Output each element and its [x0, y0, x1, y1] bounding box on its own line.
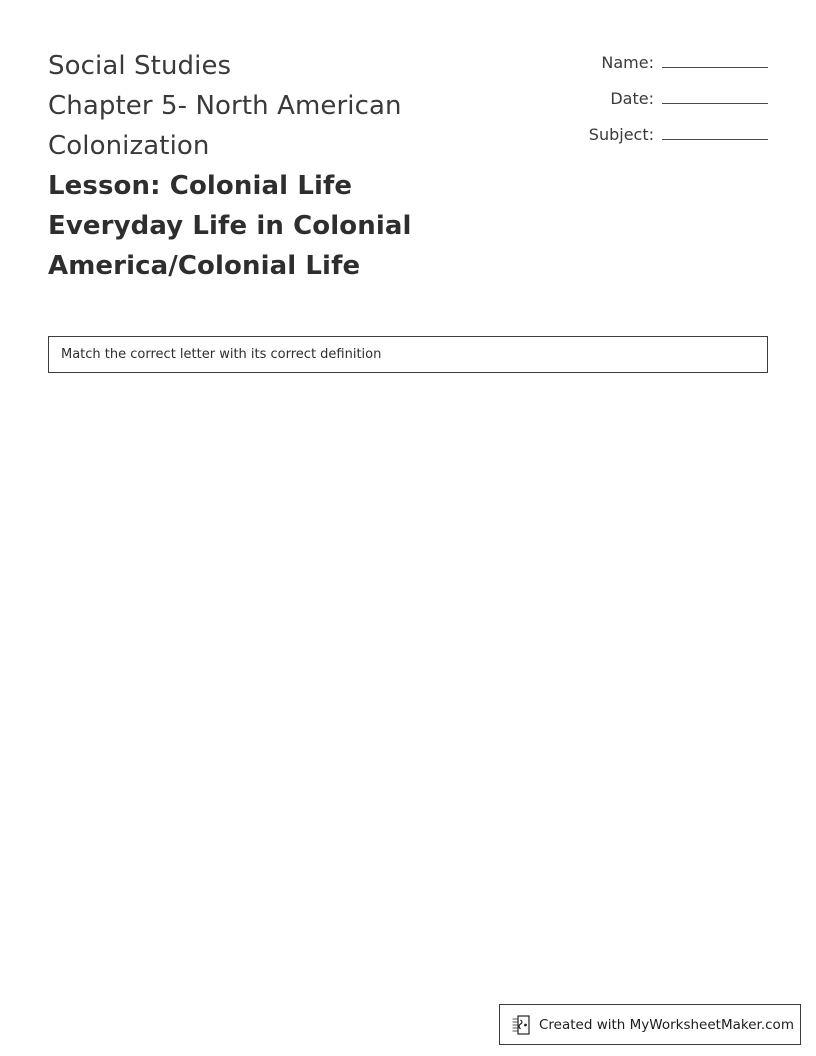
title-line-1: Social Studies	[48, 51, 232, 81]
name-label: Name:	[601, 53, 654, 72]
title-line-5: Everyday Life in Colonial	[48, 211, 412, 241]
date-input-line[interactable]	[662, 86, 768, 104]
subject-input-line[interactable]	[662, 122, 768, 140]
instruction-text: Match the correct letter with its correct definition	[61, 347, 382, 362]
created-with-badge[interactable]	[499, 1004, 801, 1045]
subject-label: Subject:	[588, 125, 654, 144]
date-row	[508, 86, 768, 108]
name-input-line[interactable]	[662, 50, 768, 68]
created-with-text: Created with MyWorksheetMaker.com	[539, 1016, 794, 1033]
name-row	[508, 50, 768, 72]
instruction-box	[48, 336, 768, 373]
title-line-4: Lesson: Colonial Life	[48, 171, 353, 201]
answer-work-area[interactable]	[48, 390, 768, 970]
student-info-block	[508, 50, 768, 158]
subject-row	[508, 122, 768, 144]
worksheet-header	[48, 46, 768, 286]
title-line-2: Chapter 5- North American	[48, 91, 402, 121]
page-title	[48, 46, 478, 286]
title-line-6: America/Colonial Life	[48, 251, 361, 281]
worksheet-maker-logo-icon	[512, 1015, 530, 1035]
title-line-3: Colonization	[48, 131, 210, 161]
date-label: Date:	[610, 89, 654, 108]
